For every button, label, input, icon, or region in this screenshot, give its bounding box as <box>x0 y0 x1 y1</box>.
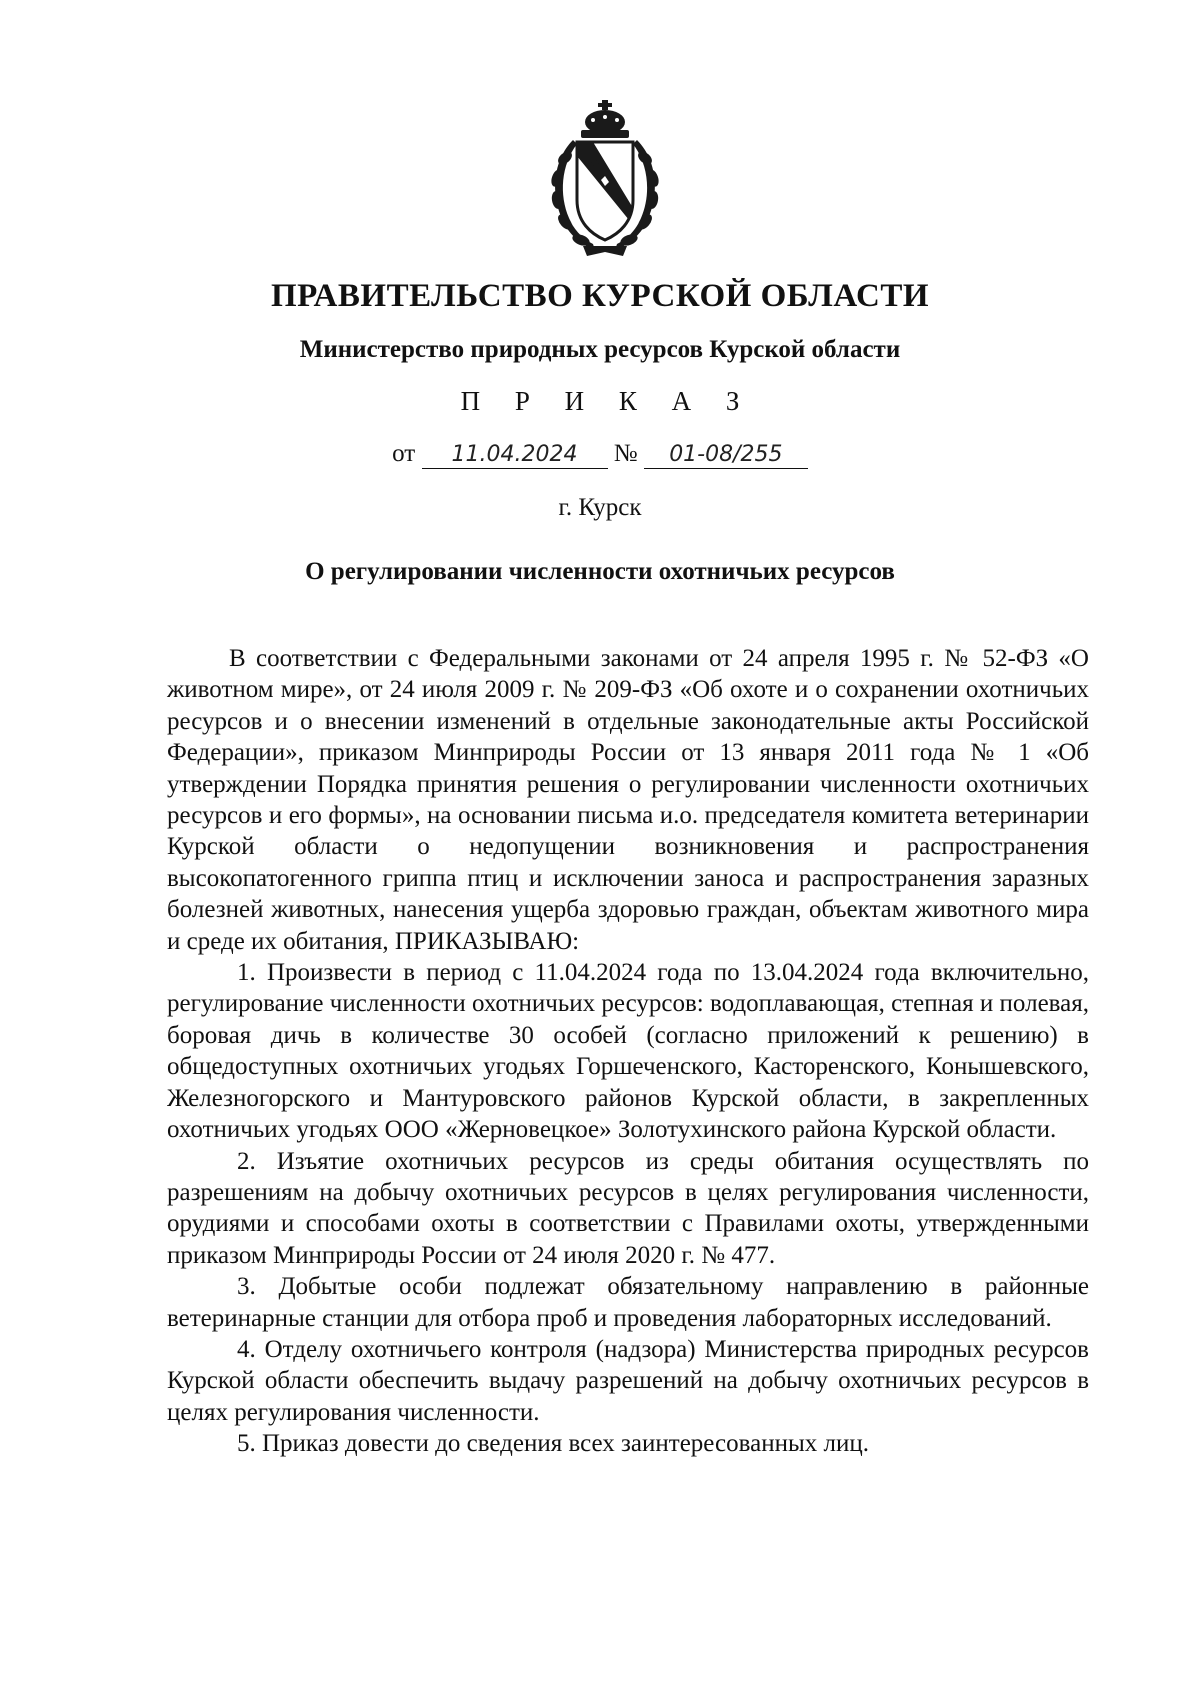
ministry-name: Министерство природных ресурсов Курской области <box>299 336 901 363</box>
order-subject: О регулировании численности охотничьих ресурсов <box>305 558 895 585</box>
number-sign: № <box>613 440 638 467</box>
document-type-title: П Р И К А З <box>460 386 754 416</box>
order-item-3: 3. Добытые особи подлежат обязательному направлению в районные ветеринарные станции для отбора проб и проведения лабораторных исследований. <box>167 1273 1089 1332</box>
date-prefix: от <box>392 440 416 467</box>
date-number-line <box>0 440 1200 469</box>
crown-icon <box>581 100 629 138</box>
kursk-coat-of-arms-emblem <box>543 100 667 260</box>
order-item-2: 2. Изъятие охотничьих ресурсов из среды обитания осуществлять по разрешениям на добычу охотничьих ресурсов в целях регулирования численности, орудиями и способами охоты в соответствии с Правилами охоты, утвержденными приказом Минприроды России от 24 июля 2020 г. № 477. <box>167 1147 1089 1269</box>
order-item-5: 5. Приказ довести до сведения всех заинтересованных лиц. <box>237 1430 869 1458</box>
city-line: г. Курск <box>558 494 642 521</box>
handwritten-number-field: 01-08/255 <box>644 442 808 469</box>
handwritten-date-field: 11.04.2024 <box>422 442 608 469</box>
order-item-1: 1. Произвести в период с 11.04.2024 года по 13.04.2024 года включительно, регулирование численности охотничьих ресурсов: водоплавающая, степная и полевая, боровая дичь в количестве 30 особей (согласно приложений к решению) в общедоступных охотничьих угодьях Горшеченского, Касторенского, Конышевского, Железногорского и Мантуровского районов Курской области, в закрепленных охотничьих угодьях ООО «Жерновецкое» Золотухинского района Курской области. <box>167 959 1089 1144</box>
shield-icon <box>577 142 633 240</box>
preamble-paragraph: В соответствии с Федеральными законами от 24 апреля 1995 г. № 52-ФЗ «О животном мире», от 24 июля 2009 г. № 209-ФЗ «Об охоте и о сохранении охотничьих ресурсов и о внесении изменений в отдельные законодательные акты Российской Федерации», приказом Минприроды России от 13 января 2011 года № 1 «Об утверждении Порядка принятия решения о регулировании численности охотничьих ресурсов и его формы», на основании письма и.о. председателя комитета ветеринарии Курской области о недопущении возникновения и распространения высокопатогенного гриппа птиц и исключении заноса и распространения заразных болезней животных, нанесения ущерба здоровью граждан, объектам животного мира и среде их обитания, ПРИКАЗЫВАЮ: <box>167 645 1089 955</box>
order-item-4: 4. Отделу охотничьего контроля (надзора) Министерства природных ресурсов Курской области обеспечить выдачу разрешений на добычу охотничьих ресурсов в целях регулирования численности. <box>167 1335 1089 1426</box>
ribbon-icon <box>583 246 627 256</box>
government-title: ПРАВИТЕЛЬСТВО КУРСКОЙ ОБЛАСТИ <box>270 278 930 314</box>
order-body <box>167 643 1089 1460</box>
